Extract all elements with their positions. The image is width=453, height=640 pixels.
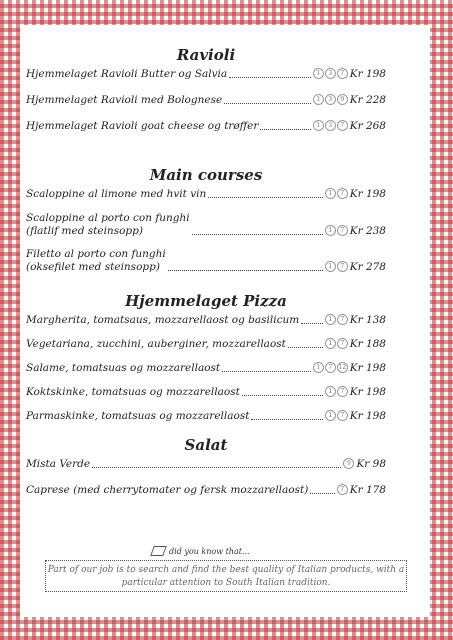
allergen-icon: 3: [325, 120, 336, 131]
section-title: Salat: [184, 436, 228, 454]
allergen-icon: 1: [313, 362, 324, 373]
allergen-list: [325, 188, 348, 199]
menu-section: [26, 164, 386, 273]
menu-item: [26, 458, 386, 471]
allergen-icon: 1: [325, 314, 336, 325]
menu-section: [26, 434, 386, 496]
item-price: Kr 238: [349, 225, 386, 237]
allergen-icon: 7: [337, 410, 348, 421]
item-price: Kr 228: [349, 94, 386, 106]
allergen-list: [313, 68, 348, 79]
menu-section: [26, 44, 386, 132]
item-name: Scaloppine al porto con funghi (flatlif med steinsopp): [26, 212, 190, 237]
menu-item: [26, 212, 386, 238]
item-price: Kr 198: [349, 410, 386, 422]
allergen-icon: 1: [313, 120, 324, 131]
allergen-icon: 7: [337, 386, 348, 397]
menu-item: [26, 68, 386, 81]
item-name: Mista Verde: [26, 458, 91, 470]
note-box: [45, 560, 407, 592]
note-text: Part of our job is to search and find the best quality of Italian products, with a particular attention to South Italian tradition.: [47, 565, 405, 588]
allergen-icon: 1: [313, 94, 324, 105]
dot-leader: [192, 234, 323, 235]
allergen-icon: 1: [325, 386, 336, 397]
item-name: Filetto al porto con funghi (oksefilet med steinsopp): [26, 248, 166, 273]
allergen-icon: 1: [325, 188, 336, 199]
allergen-list: [313, 120, 348, 131]
item-price: Kr 188: [349, 338, 386, 350]
allergen-list: [325, 338, 348, 349]
allergen-icon: 1: [325, 261, 336, 272]
menu-section: [26, 290, 386, 422]
allergen-icon: 7: [337, 188, 348, 199]
dot-leader: [168, 270, 323, 271]
allergen-list: [325, 314, 348, 325]
item-name: Koktskinke, tomatsuas og mozzarellaost: [26, 386, 240, 398]
allergen-icon: 7: [337, 120, 348, 131]
allergen-list: [325, 410, 348, 421]
dot-leader: [260, 129, 310, 130]
dot-leader: [288, 347, 323, 348]
section-title: Hjemmelaget Pizza: [125, 292, 287, 310]
menu-item: [26, 410, 386, 423]
section-title: Main courses: [149, 166, 263, 184]
allergen-icon: 3: [325, 94, 336, 105]
item-price: Kr 198: [349, 68, 386, 80]
item-name: Caprese (med cherrytomater og fersk mozzarellaost): [26, 484, 309, 496]
dot-leader: [224, 103, 311, 104]
allergen-list: [313, 362, 348, 373]
menu-item: [26, 484, 386, 497]
note-heading: [152, 546, 250, 556]
allergen-icon: 7: [325, 362, 336, 373]
allergen-icon: 1: [313, 68, 324, 79]
allergen-list: [325, 261, 348, 272]
item-name: Margherita, tomatsaus, mozzarellaost og basilicum: [26, 314, 300, 326]
allergen-icon: 9: [343, 458, 354, 469]
menu-item: [26, 248, 386, 274]
menu-item: [26, 386, 386, 399]
item-price: Kr 198: [349, 362, 386, 374]
allergen-list: [325, 225, 348, 236]
item-price: Kr 268: [349, 120, 386, 132]
pen-icon: [150, 546, 167, 556]
allergen-icon: 7: [337, 338, 348, 349]
dot-leader: [92, 467, 341, 468]
allergen-icon: 9: [337, 94, 348, 105]
dot-leader: [208, 197, 322, 198]
allergen-icon: 7: [337, 314, 348, 325]
allergen-list: [313, 94, 348, 105]
item-name: Hjemmelaget Ravioli Butter og Salvia: [26, 68, 228, 80]
menu-item: [26, 362, 386, 375]
allergen-icon: 7: [337, 484, 348, 495]
item-price: Kr 278: [349, 261, 386, 273]
menu-item: [26, 94, 386, 107]
dot-leader: [242, 395, 323, 396]
note-heading-text: did you know that...: [169, 546, 250, 556]
allergen-icon: 7: [337, 68, 348, 79]
item-name: Parmaskinke, tomatsuas og mozzarellaost: [26, 410, 250, 422]
dot-leader: [222, 371, 311, 372]
menu-item: [26, 120, 386, 133]
item-name: Hjemmelaget Ravioli med Bolognese: [26, 94, 223, 106]
allergen-list: [325, 386, 348, 397]
item-price: Kr 178: [349, 484, 386, 496]
dot-leader: [301, 323, 323, 324]
dot-leader: [251, 419, 322, 420]
allergen-icon: 7: [337, 261, 348, 272]
item-name: Salame, tomatsuas og mozzarellaost: [26, 362, 221, 374]
menu-item: [26, 188, 386, 201]
allergen-icon: 1: [325, 225, 336, 236]
allergen-icon: 7: [337, 225, 348, 236]
menu-item: [26, 338, 386, 351]
allergen-icon: 1: [325, 410, 336, 421]
dot-leader: [229, 77, 311, 78]
item-name: Scaloppine al limone med hvit vin: [26, 188, 207, 200]
section-title: Ravioli: [176, 46, 236, 64]
item-price: Kr 198: [349, 386, 386, 398]
item-name: Vegetariana, zucchini, auberginer, mozzarellaost: [26, 338, 286, 350]
allergen-icon: 12: [338, 364, 347, 371]
item-price: Kr 98: [356, 458, 386, 470]
allergen-list: [343, 458, 354, 469]
allergen-list: [337, 484, 348, 495]
item-price: Kr 198: [349, 188, 386, 200]
allergen-icon: 3: [325, 68, 336, 79]
menu-item: [26, 314, 386, 327]
allergen-icon: 1: [325, 338, 336, 349]
dot-leader: [310, 493, 334, 494]
item-name: Hjemmelaget Ravioli goat cheese og trøffer: [26, 120, 259, 132]
item-price: Kr 138: [349, 314, 386, 326]
